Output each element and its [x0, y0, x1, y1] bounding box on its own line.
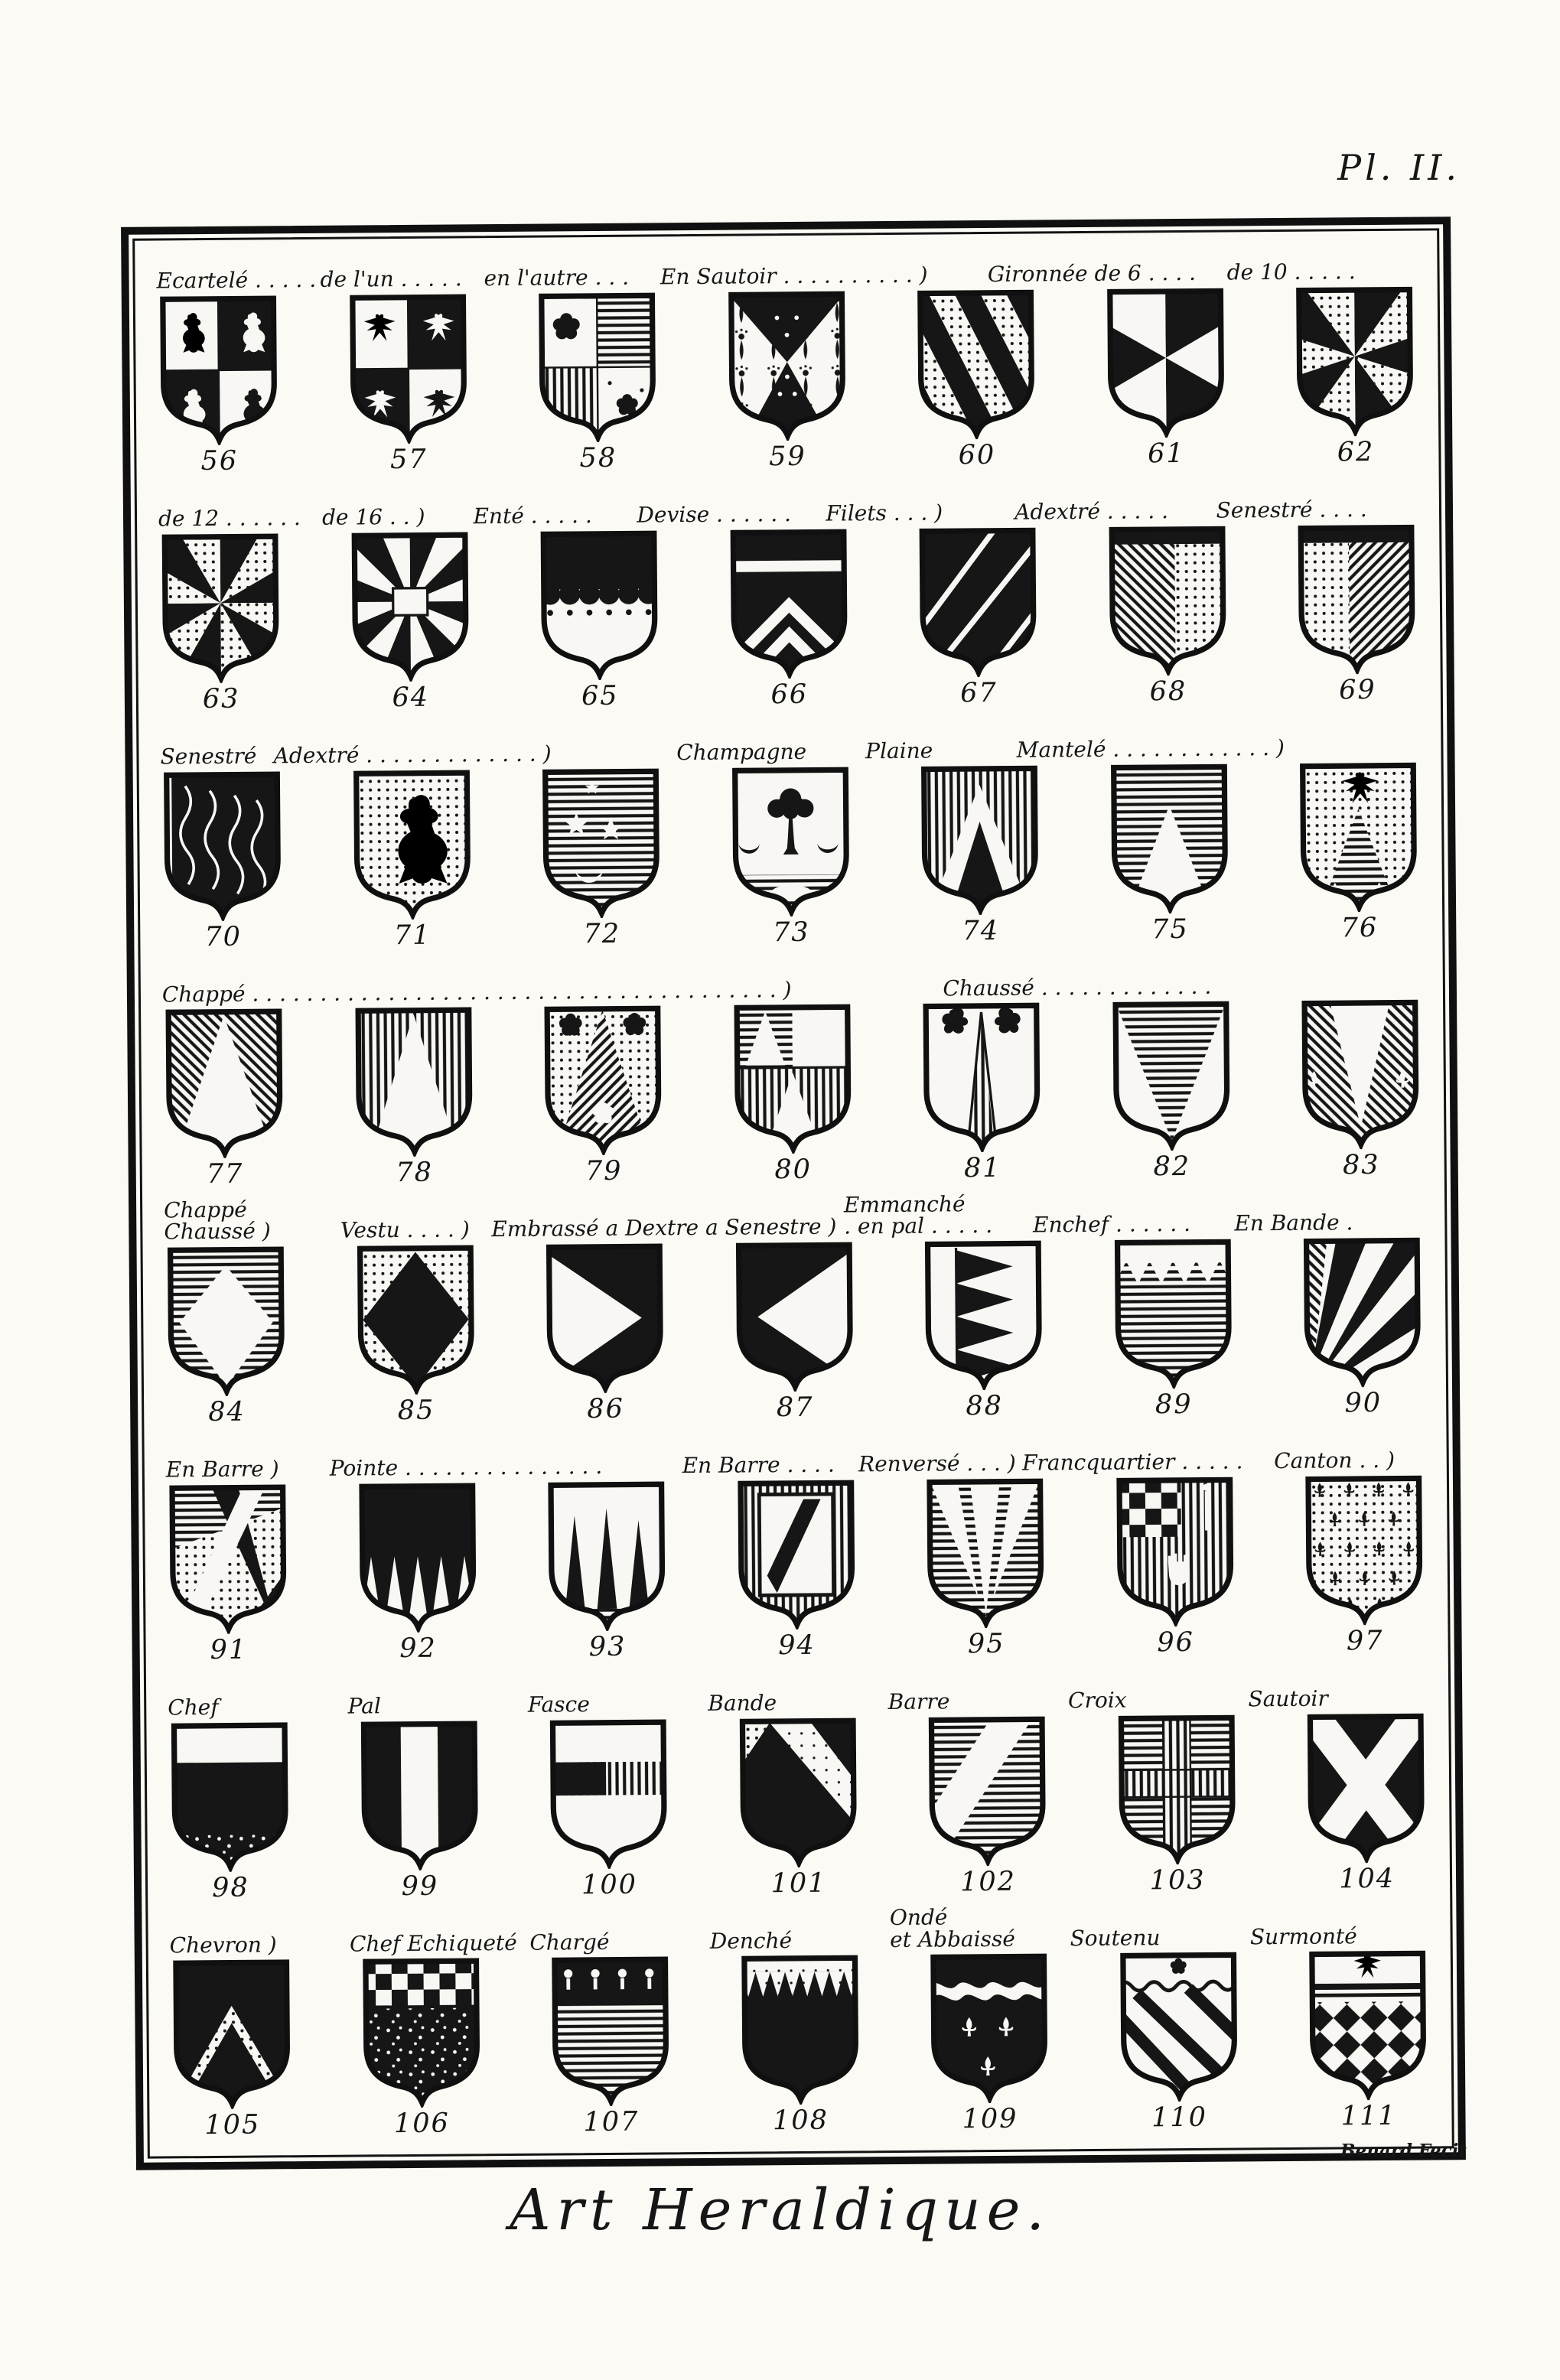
- row-label: En Barre ): [165, 1456, 279, 1483]
- shield-art-100: [546, 1718, 670, 1869]
- shield-86: [543, 1242, 667, 1424]
- shield-number-105: 105: [204, 2109, 261, 2141]
- shield-109: [927, 1953, 1051, 2135]
- shield-art-92: [356, 1482, 480, 1633]
- shield-90: [1301, 1237, 1425, 1419]
- shield-99: [357, 1720, 481, 1902]
- shield-art-71: [350, 769, 474, 920]
- shield-number-90: 90: [1344, 1387, 1383, 1419]
- shield-number-73: 73: [772, 917, 810, 948]
- shield-85: [353, 1244, 477, 1426]
- plate-row-7: [164, 1666, 1431, 1914]
- shield-58: [536, 291, 659, 474]
- shield-number-59: 59: [768, 441, 806, 473]
- shield-101: [736, 1717, 860, 1899]
- row-label: Adextré . . . . .: [1014, 498, 1169, 525]
- shield-number-108: 108: [772, 2105, 829, 2137]
- shield-76: [1297, 761, 1421, 943]
- shield-number-76: 76: [1340, 912, 1379, 943]
- shield-number-77: 77: [206, 1158, 244, 1190]
- shield-art-96: [1113, 1476, 1237, 1626]
- shield-line: [162, 996, 1423, 1201]
- shield-number-57: 57: [389, 444, 428, 476]
- shield-80: [731, 1004, 855, 1186]
- shield-art-84: [164, 1245, 288, 1396]
- shield-111: [1306, 1950, 1430, 2132]
- shield-number-103: 103: [1149, 1864, 1206, 1896]
- shield-number-106: 106: [393, 2108, 450, 2140]
- shield-art-106: [359, 1957, 483, 2108]
- row-label: Chef: [168, 1694, 219, 1721]
- shield-art-61: [1103, 288, 1227, 438]
- shield-number-58: 58: [579, 442, 617, 474]
- plate-row-4: [159, 953, 1426, 1201]
- shield-number-62: 62: [1337, 437, 1375, 468]
- shield-number-86: 86: [587, 1393, 625, 1425]
- shield-number-102: 102: [960, 1866, 1017, 1897]
- shield-number-97: 97: [1346, 1625, 1384, 1657]
- row-label: Francquartier . . . . .: [1021, 1448, 1243, 1476]
- shield-number-66: 66: [770, 679, 809, 710]
- shield-92: [356, 1482, 480, 1664]
- shield-art-60: [914, 288, 1038, 439]
- plate-row-1: [153, 240, 1420, 488]
- shield-number-61: 61: [1148, 438, 1185, 470]
- engraver-credit: Benard Fecit: [1340, 2141, 1467, 2161]
- shield-art-110: [1117, 1952, 1241, 2102]
- shield-art-72: [539, 767, 663, 918]
- shield-art-105: [170, 1958, 294, 2109]
- shield-art-64: [348, 531, 472, 682]
- shield-art-83: [1298, 999, 1422, 1150]
- shield-art-86: [543, 1242, 667, 1393]
- shield-art-57: [346, 293, 470, 444]
- shield-art-103: [1115, 1714, 1239, 1864]
- shield-number-111: 111: [1340, 2101, 1397, 2132]
- shield-60: [914, 288, 1038, 470]
- shield-103: [1115, 1714, 1239, 1896]
- shield-110: [1117, 1952, 1241, 2134]
- shield-art-75: [1107, 763, 1231, 913]
- shield-art-81: [920, 1002, 1044, 1153]
- shield-art-70: [161, 770, 285, 921]
- shield-number-64: 64: [392, 682, 430, 713]
- shield-art-91: [166, 1483, 290, 1634]
- row-label: Sautoir: [1248, 1685, 1328, 1712]
- shield-number-71: 71: [393, 920, 432, 951]
- shield-72: [539, 767, 663, 949]
- row-label: Senestré: [160, 743, 257, 770]
- shield-art-102: [926, 1715, 1050, 1866]
- shield-art-65: [537, 529, 661, 680]
- shield-number-100: 100: [581, 1869, 638, 1900]
- shield-number-74: 74: [962, 915, 1000, 946]
- shield-56: [157, 295, 281, 477]
- shield-number-63: 63: [202, 683, 240, 715]
- shield-art-73: [728, 766, 852, 917]
- shield-art-107: [549, 1956, 673, 2107]
- row-label: Bande: [708, 1690, 777, 1716]
- shield-number-79: 79: [585, 1156, 623, 1187]
- shield-art-93: [545, 1480, 669, 1631]
- row-label: Vestu . . . . ): [340, 1216, 470, 1244]
- shield-94: [734, 1479, 858, 1661]
- shield-83: [1298, 999, 1422, 1181]
- shield-art-56: [157, 295, 281, 445]
- shield-number-69: 69: [1339, 674, 1376, 706]
- shield-62: [1293, 286, 1417, 468]
- shield-art-111: [1306, 1950, 1430, 2101]
- shield-number-99: 99: [401, 1870, 439, 1902]
- row-label: En Barre . . . .: [682, 1451, 835, 1479]
- row-label: Pointe . . . . . . . . . . . . . . .: [329, 1454, 603, 1481]
- row-label: Enchef . . . . . .: [1032, 1211, 1191, 1238]
- shield-number-83: 83: [1342, 1150, 1380, 1181]
- shield-77: [162, 1008, 286, 1190]
- shield-87: [732, 1241, 856, 1423]
- shield-93: [545, 1480, 669, 1662]
- shield-104: [1304, 1712, 1428, 1894]
- shield-59: [725, 290, 848, 472]
- shield-art-69: [1295, 523, 1418, 674]
- shield-79: [541, 1005, 665, 1187]
- row-label: Chevron ): [169, 1932, 277, 1958]
- row-label: Emmanché . en pal . . . . .: [843, 1191, 993, 1239]
- shield-98: [168, 1721, 291, 1903]
- row-label: Chargé: [529, 1929, 610, 1955]
- row-label: Ondé et Abbaissé: [889, 1904, 1016, 1952]
- shield-91: [166, 1483, 290, 1665]
- shield-number-65: 65: [581, 680, 619, 711]
- row-label: Senestré . . . .: [1216, 497, 1367, 523]
- row-label: Croix: [1067, 1687, 1127, 1714]
- shield-number-56: 56: [200, 445, 239, 477]
- row-label: En Bande .: [1234, 1210, 1353, 1236]
- shield-number-85: 85: [397, 1395, 435, 1427]
- shield-108: [738, 1955, 861, 2137]
- shield-number-75: 75: [1151, 913, 1189, 945]
- row-label: de 16 . . ): [321, 503, 425, 531]
- shield-107: [549, 1956, 673, 2138]
- shield-number-92: 92: [399, 1633, 437, 1664]
- shield-art-99: [357, 1720, 481, 1870]
- shield-71: [350, 769, 474, 951]
- shield-art-97: [1302, 1474, 1426, 1625]
- plate-border-frame: [121, 217, 1466, 2170]
- shield-number-70: 70: [204, 921, 243, 952]
- shield-line: [161, 758, 1422, 963]
- shield-art-98: [168, 1721, 291, 1872]
- shield-66: [727, 528, 851, 710]
- shield-105: [170, 1958, 294, 2141]
- row-label: Surmonté: [1249, 1923, 1357, 1950]
- shield-number-89: 89: [1155, 1389, 1193, 1421]
- plate-row-5: [161, 1191, 1428, 1439]
- shield-57: [346, 293, 470, 475]
- row-label: Embrassé a Dextre a Senestre ): [491, 1214, 837, 1242]
- row-label: Devise . . . . . .: [637, 501, 792, 528]
- plate-title: Art Heraldique.: [510, 2177, 1050, 2243]
- row-label: Canton . . ): [1274, 1447, 1396, 1474]
- shield-art-68: [1106, 525, 1229, 676]
- shield-number-98: 98: [211, 1872, 249, 1903]
- shield-line: [164, 1234, 1425, 1439]
- shield-number-72: 72: [583, 918, 621, 949]
- row-label: Pal: [347, 1693, 381, 1719]
- shield-art-95: [923, 1477, 1047, 1628]
- shield-number-94: 94: [778, 1630, 816, 1661]
- shield-art-77: [162, 1008, 286, 1158]
- shield-line: [158, 520, 1419, 725]
- shield-line: [170, 1947, 1431, 2152]
- shield-number-96: 96: [1157, 1626, 1195, 1659]
- row-label: Gironnée de 6 . . . .: [987, 260, 1197, 288]
- shield-number-80: 80: [774, 1154, 813, 1186]
- shield-line: [168, 1709, 1428, 1914]
- shield-number-104: 104: [1339, 1863, 1396, 1894]
- shield-number-110: 110: [1151, 2102, 1208, 2134]
- row-label: de l'un . . . . .: [320, 265, 462, 293]
- shield-art-101: [736, 1717, 860, 1867]
- shield-81: [920, 1002, 1044, 1184]
- row-label: Renversé . . . ): [858, 1450, 1016, 1477]
- shield-number-91: 91: [210, 1634, 248, 1665]
- shield-number-95: 95: [967, 1628, 1005, 1659]
- row-label: Mantelé . . . . . . . . . . . . ): [1016, 734, 1285, 763]
- row-label: de 10 . . . . .: [1226, 259, 1356, 285]
- shield-art-80: [731, 1004, 855, 1154]
- row-label: Chaussé . . . . . . . . . . . . .: [943, 973, 1212, 1001]
- shield-number-93: 93: [588, 1631, 627, 1662]
- row-label: Denché: [709, 1927, 793, 1954]
- row-label: Barre: [887, 1688, 950, 1715]
- shield-line: [157, 283, 1418, 488]
- row-label: Chappé . . . . . . . . . . . . . . . . . . . . . . . . . . . . . . . . . . . . . . . ): [161, 976, 792, 1008]
- row-label: Champagne: [676, 738, 807, 766]
- shield-art-85: [353, 1244, 477, 1395]
- shield-art-74: [918, 764, 1042, 915]
- shield-number-101: 101: [770, 1867, 827, 1899]
- shield-95: [923, 1477, 1047, 1659]
- shield-106: [359, 1957, 483, 2139]
- shield-75: [1107, 763, 1231, 945]
- row-label: Fasce: [527, 1691, 590, 1717]
- plate-row-2: [155, 477, 1422, 725]
- shield-67: [916, 526, 1040, 708]
- shield-97: [1302, 1474, 1426, 1656]
- shield-88: [922, 1239, 1046, 1421]
- shield-art-82: [1109, 1001, 1233, 1151]
- shield-96: [1113, 1476, 1237, 1658]
- shield-number-81: 81: [963, 1153, 1001, 1184]
- shield-100: [546, 1718, 670, 1900]
- shield-number-67: 67: [959, 677, 998, 709]
- row-label: de 12 . . . . . .: [158, 505, 301, 532]
- shield-82: [1109, 1001, 1233, 1183]
- shield-art-58: [536, 291, 659, 442]
- shield-70: [161, 770, 285, 952]
- row-label: Ecartelé . . . . .: [156, 267, 317, 294]
- shield-number-68: 68: [1149, 676, 1187, 708]
- shield-number-82: 82: [1153, 1151, 1191, 1183]
- shield-61: [1103, 288, 1227, 470]
- shield-number-84: 84: [208, 1396, 246, 1428]
- row-label: Filets . . . ): [826, 500, 943, 526]
- shield-number-107: 107: [583, 2106, 640, 2138]
- row-label: Chef Echiqueté: [349, 1929, 517, 1957]
- shield-63: [158, 532, 282, 715]
- shield-art-108: [738, 1955, 861, 2105]
- shield-73: [728, 766, 852, 948]
- shield-74: [918, 764, 1042, 946]
- shield-number-88: 88: [966, 1390, 1004, 1422]
- shield-art-76: [1297, 761, 1421, 912]
- shield-102: [926, 1715, 1050, 1897]
- row-label: en l'autre . . .: [484, 265, 630, 291]
- shield-art-66: [727, 528, 851, 679]
- shield-art-109: [927, 1953, 1051, 2104]
- shield-art-59: [725, 290, 848, 441]
- shield-line: [166, 1471, 1427, 1676]
- plate-row-6: [162, 1428, 1429, 1676]
- shield-art-104: [1304, 1712, 1428, 1863]
- shield-89: [1111, 1238, 1235, 1420]
- plate-row-3: [157, 715, 1424, 963]
- shield-art-62: [1293, 286, 1417, 437]
- row-label: Adextré . . . . . . . . . . . . . ): [273, 741, 552, 769]
- shield-art-88: [922, 1239, 1046, 1390]
- shield-65: [537, 529, 661, 711]
- shield-art-78: [352, 1007, 476, 1157]
- shield-art-79: [541, 1005, 665, 1156]
- shield-number-78: 78: [396, 1157, 434, 1189]
- row-label: Chappé Chaussé ): [164, 1197, 271, 1245]
- shield-art-89: [1111, 1238, 1235, 1389]
- shield-64: [348, 531, 472, 713]
- plate-number-label: Pl. II.: [1337, 147, 1461, 188]
- shield-number-109: 109: [962, 2103, 1018, 2135]
- plate-row-8: [166, 1904, 1433, 2152]
- row-label: En Sautoir . . . . . . . . . . ): [659, 262, 928, 290]
- shield-number-87: 87: [776, 1392, 814, 1424]
- shield-art-90: [1301, 1237, 1425, 1388]
- plate-content-area: [132, 228, 1454, 2158]
- shield-68: [1106, 525, 1229, 707]
- shield-number-60: 60: [958, 439, 996, 471]
- row-label: Soutenu: [1070, 1924, 1161, 1951]
- shield-art-87: [732, 1241, 856, 1392]
- shield-art-94: [734, 1479, 858, 1630]
- row-label: Enté . . . . .: [473, 503, 592, 529]
- shield-69: [1295, 523, 1418, 705]
- shield-art-67: [916, 526, 1040, 677]
- shield-78: [352, 1007, 476, 1189]
- row-label: Plaine: [865, 737, 933, 764]
- shield-art-63: [158, 532, 282, 683]
- shield-84: [164, 1245, 288, 1428]
